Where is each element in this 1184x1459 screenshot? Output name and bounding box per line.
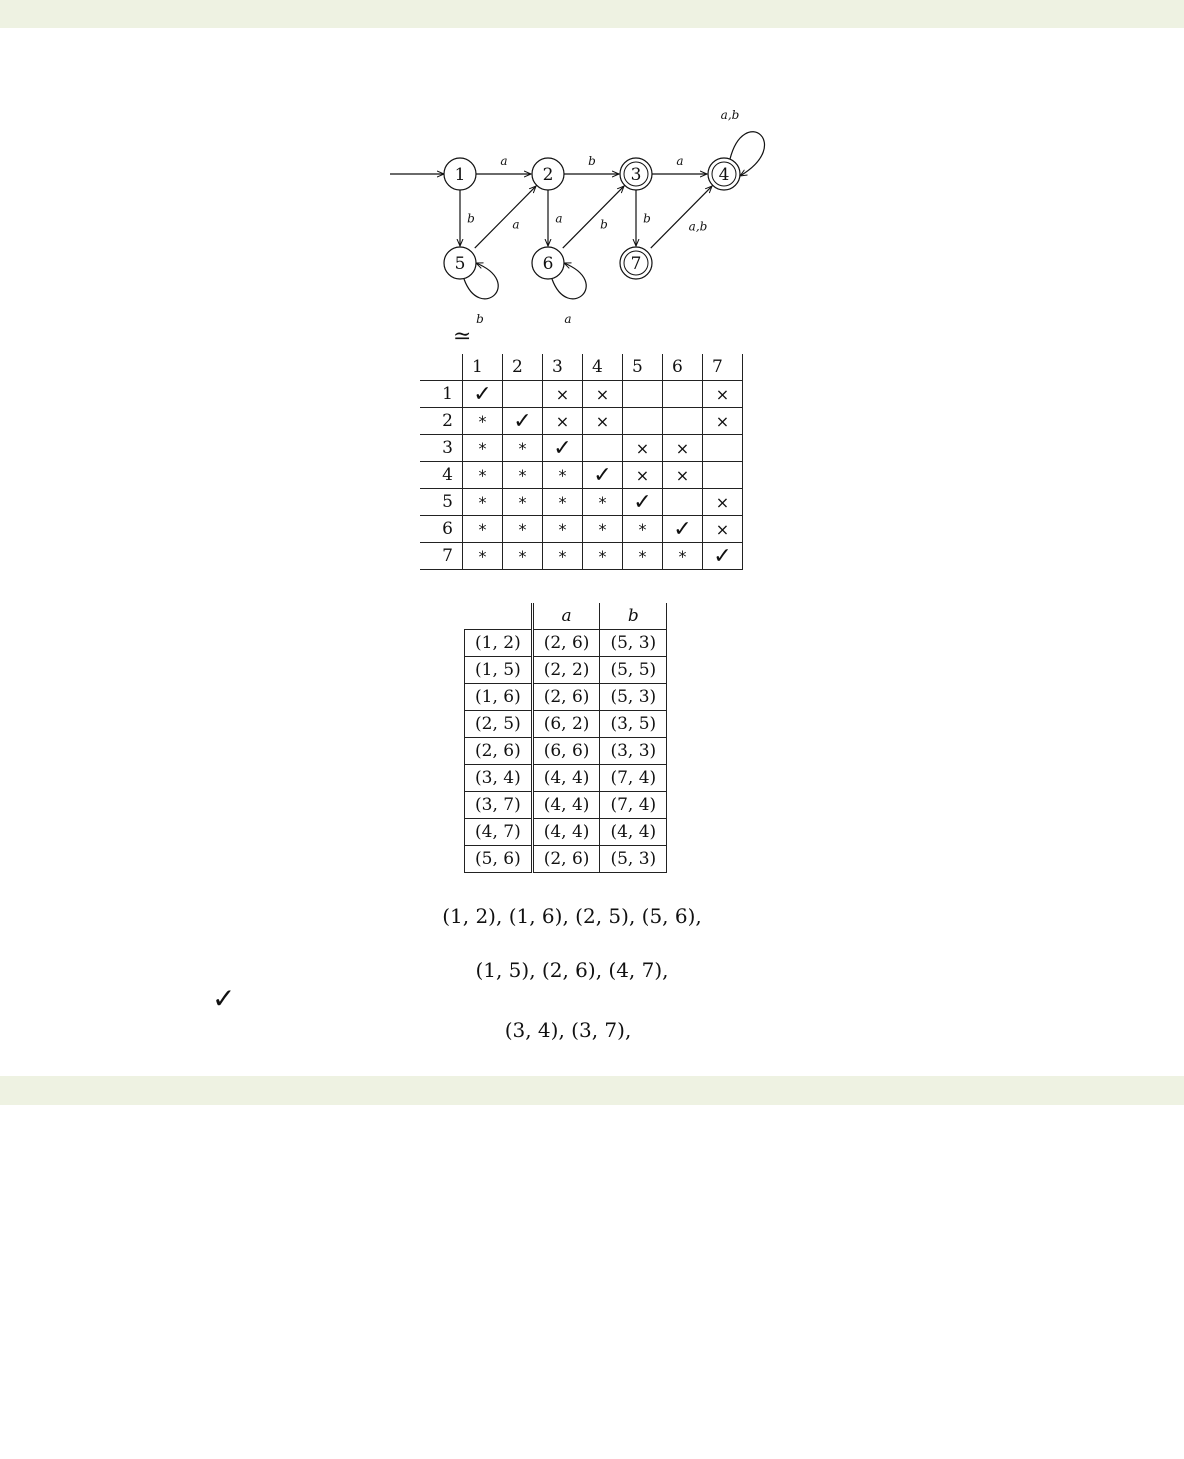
relation-cell: ✓ [663,516,703,543]
relation-cell: × [703,489,743,516]
bottom-band [0,1076,1184,1105]
relation-cell: × [703,381,743,408]
pairs-row-pair: (1, 5) [465,657,533,684]
relation-col-header: 3 [543,354,583,381]
relation-cell: * [463,516,503,543]
relation-cell: * [503,435,543,462]
relation-cell: × [543,381,583,408]
pairs-header-row [465,603,667,630]
relation-row [420,381,743,408]
pairs-cell-a: (2, 6) [532,846,600,873]
transition-label: a [512,217,520,232]
relation-cell: × [663,462,703,489]
transition-edge [563,186,624,248]
relation-cell: × [583,381,623,408]
relation-cell: ✓ [543,435,583,462]
pairs-cell-a: (6, 2) [532,711,600,738]
relation-row-label: 1 [420,381,463,408]
state-label: 1 [454,165,466,185]
relation-cell: × [703,516,743,543]
relation-cell: * [463,435,503,462]
transition-label: a,b [688,219,708,234]
transition-label: a [555,211,563,226]
relation-col-header: 2 [503,354,543,381]
transition-label: b [643,211,651,226]
pairs-row-pair: (2, 6) [465,738,533,765]
pairs-row [465,846,667,873]
relation-col-header: 7 [703,354,743,381]
pairs-cell-b: (3, 5) [600,711,667,738]
relation-cell [663,408,703,435]
relation-row-label: 2 [420,408,463,435]
relation-cell: * [543,489,583,516]
pairs-row [465,711,667,738]
pairs-cell-b: (5, 3) [600,630,667,657]
pairs-line-3: (3, 4), (3, 7), [504,1018,632,1042]
relation-cell [623,408,663,435]
state-label: 3 [630,165,642,185]
relation-cell: ✓ [503,408,543,435]
relation-col-header: 4 [583,354,623,381]
pairs-row [465,657,667,684]
transition-label: a [676,154,684,168]
relation-cell [663,489,703,516]
dfa-diagram [380,100,780,330]
relation-row [420,489,743,516]
relation-cell: × [583,408,623,435]
state-node [444,158,476,190]
pairs-cell-a: (4, 4) [532,819,600,846]
state-node [620,158,652,190]
transition-label: a [564,312,572,326]
state-node [532,247,564,279]
transition-label: b [467,211,475,226]
relation-row [420,462,743,489]
state-node [532,158,564,190]
relation-cell [703,435,743,462]
pairs-corner [465,603,533,630]
approx-symbol: ≃ [453,324,472,349]
state-label: 7 [630,254,642,274]
pairs-row [465,630,667,657]
transition-label: a [500,154,508,168]
state-label: 4 [718,165,730,185]
pairs-cell-b: (5, 5) [600,657,667,684]
relation-cell [703,462,743,489]
state-node [708,158,740,190]
relation-cell: * [543,543,583,570]
relation-cell: * [623,516,663,543]
pairs-header-b: b [600,603,667,630]
pairs-row-pair: (1, 6) [465,684,533,711]
relation-col-header: 1 [463,354,503,381]
relation-cell: * [503,516,543,543]
relation-cell [623,381,663,408]
relation-cell [503,381,543,408]
pairs-cell-a: (2, 6) [532,630,600,657]
transition-label: a,b [720,108,740,122]
pairs-line-2: (1, 5), (2, 6), (4, 7), [475,958,669,982]
pairs-cell-a: (4, 4) [532,792,600,819]
relation-cell: * [543,462,583,489]
pairs-cell-b: (5, 3) [600,846,667,873]
relation-col-header: 6 [663,354,703,381]
relation-cell: * [463,543,503,570]
relation-cell: * [583,489,623,516]
relation-header-row [420,354,743,381]
pairs-cell-b: (5, 3) [600,684,667,711]
margin-check-mark: ✓ [212,982,236,1015]
relation-cell: * [463,489,503,516]
pairs-row-pair: (5, 6) [465,846,533,873]
relation-cell: * [463,408,503,435]
relation-row-label: 6 [420,516,463,543]
relation-row [420,408,743,435]
relation-row-label: 5 [420,489,463,516]
transition-label: b [600,217,608,232]
state-label: 6 [542,254,554,274]
relation-cell: ✓ [463,381,503,408]
relation-row-label: 4 [420,462,463,489]
state-label: 2 [542,165,554,185]
relation-cell: * [503,462,543,489]
pairs-row [465,792,667,819]
pairs-row [465,684,667,711]
relation-cell [583,435,623,462]
pairs-row-pair: (4, 7) [465,819,533,846]
relation-row [420,543,743,570]
relation-cell: × [703,408,743,435]
top-band [0,0,1184,28]
pairs-cell-b: (3, 3) [600,738,667,765]
relation-corner [420,354,463,381]
relation-cell: * [623,543,663,570]
relation-cell: * [503,489,543,516]
relation-row [420,435,743,462]
transition-label: b [588,154,596,168]
pairs-row [465,765,667,792]
pairs-row-pair: (3, 4) [465,765,533,792]
relation-cell: × [543,408,583,435]
relation-cell: × [623,462,663,489]
transition-edge [651,186,712,248]
state-node [444,247,476,279]
relation-row-label: 7 [420,543,463,570]
relation-cell: * [583,516,623,543]
pairs-table [464,603,667,873]
relation-row [420,516,743,543]
pairs-cell-a: (4, 4) [532,765,600,792]
relation-table [420,354,743,570]
relation-cell: * [543,516,583,543]
transition-label: b [476,312,484,326]
relation-cell: × [623,435,663,462]
pairs-cell-a: (2, 2) [532,657,600,684]
pairs-header-a: a [532,603,600,630]
relation-cell [663,381,703,408]
relation-cell: * [663,543,703,570]
pairs-row [465,738,667,765]
pairs-row-pair: (3, 7) [465,792,533,819]
transition-edge [475,186,536,248]
state-node [620,247,652,279]
relation-cell: ✓ [703,543,743,570]
pairs-cell-b: (4, 4) [600,819,667,846]
relation-col-header: 5 [623,354,663,381]
relation-cell: * [503,543,543,570]
pairs-row-pair: (1, 2) [465,630,533,657]
pairs-cell-b: (7, 4) [600,765,667,792]
relation-cell: * [583,543,623,570]
pairs-cell-a: (6, 6) [532,738,600,765]
pairs-row-pair: (2, 5) [465,711,533,738]
state-label: 5 [454,254,466,274]
relation-cell: * [463,462,503,489]
pairs-line-1: (1, 2), (1, 6), (2, 5), (5, 6), [442,904,702,928]
relation-cell: × [663,435,703,462]
pairs-cell-a: (2, 6) [532,684,600,711]
relation-cell: ✓ [623,489,663,516]
relation-row-label: 3 [420,435,463,462]
relation-cell: ✓ [583,462,623,489]
pairs-row [465,819,667,846]
pairs-cell-b: (7, 4) [600,792,667,819]
